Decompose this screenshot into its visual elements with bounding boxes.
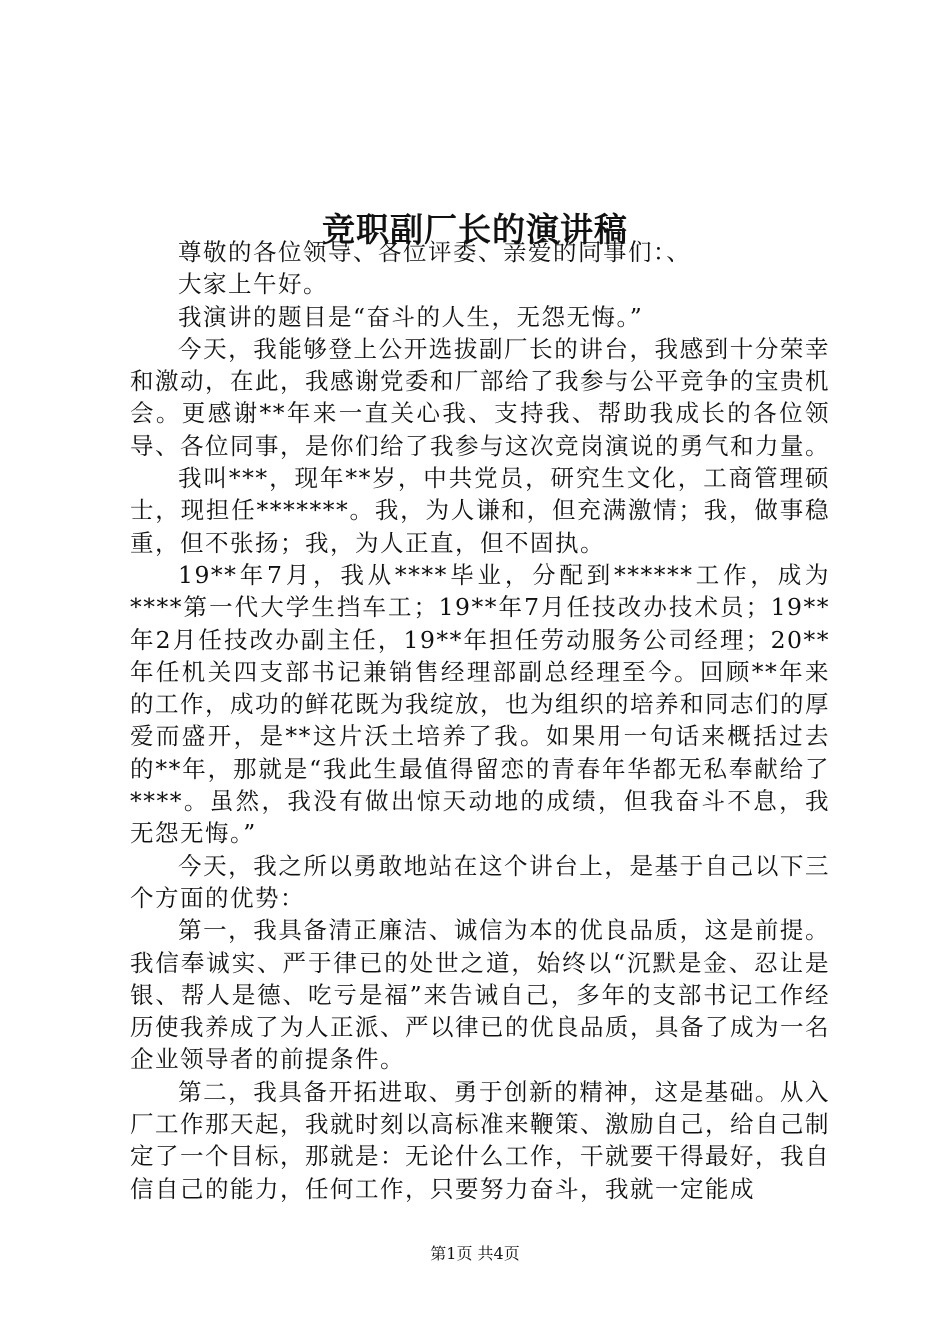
paragraph-self-intro: 我叫***，现年**岁，中共党员，研究生文化，工商管理硕士，现担任*******。我，为人谦和，但充满激情；我，做事稳重，但不张扬；我，为人正直，但不固执。: [130, 464, 830, 557]
page-title: 竞职副厂长的演讲稿: [322, 210, 628, 250]
paragraph-topic: 我演讲的题目是“奋斗的人生，无怨无悔。”: [178, 302, 644, 331]
paragraph-advantage-two: 第二，我具备开拓进取、勇于创新的精神，这是基础。从入厂工作那天起，我就时刻以高标准来鞭策、激励自己，给自己制定了一个目标，那就是：无论什么工作，干就要干得最好，我自信自己的能力，任何工作，只要努力奋斗，我就一定能成: [130, 1077, 830, 1203]
paragraph-thanks: 今天，我能够登上公开选拔副厂长的讲台，我感到十分荣幸和激动，在此，我感谢党委和厂部给了我参与公平竞争的宝贵机会。更感谢**年来一直关心我、支持我、帮助我成长的各位领导、各位同事，是你们给了我参与这次竞岗演说的勇气和力量。: [130, 334, 830, 460]
page-number-footer: 第1页 共4页: [430, 1244, 520, 1263]
paragraph-greeting: 大家上午好。: [178, 270, 328, 299]
paragraph-salutation: 尊敬的各位领导、各位评委、亲爱的同事们：、: [178, 238, 692, 266]
paragraph-advantages-intro: 今天，我之所以勇敢地站在这个讲台上，是基于自己以下三个方面的优势：: [130, 851, 830, 912]
document-body: [130, 236, 830, 1205]
paragraph-advantage-one: 第一，我具备清正廉洁、诚信为本的优良品质，这是前提。我信奉诚实、严于律已的处世之道，始终以“沉默是金、忍让是银、帮人是德、吃亏是福”来告诫自己，多年的支部书记工作经历使我养成了为人正派、严以律已的优良品质，具备了成为一名企业领导者的前提条件。: [130, 916, 830, 1074]
paragraph-career-history: 19**年7月，我从****毕业，分配到******工作，成为****第一代大学生挡车工；19**年7月任技改办技术员；19**年2月任技改办副主任，19**年担任劳动服务公司经理；20**年任机关四支部书记兼销售经理部副总经理至今。回顾**年来的工作，成功的鲜花既为我绽放，也为组织的培养和同志们的厚爱而盛开，是**这片沃土培养了我。如果用一句话来概括过去的**年，那就是“我此生最值得留恋的青春年华都无私奉献给了****。虽然，我没有做出惊天动地的成绩，但我奋斗不息，我无怨无悔。”: [130, 560, 830, 848]
